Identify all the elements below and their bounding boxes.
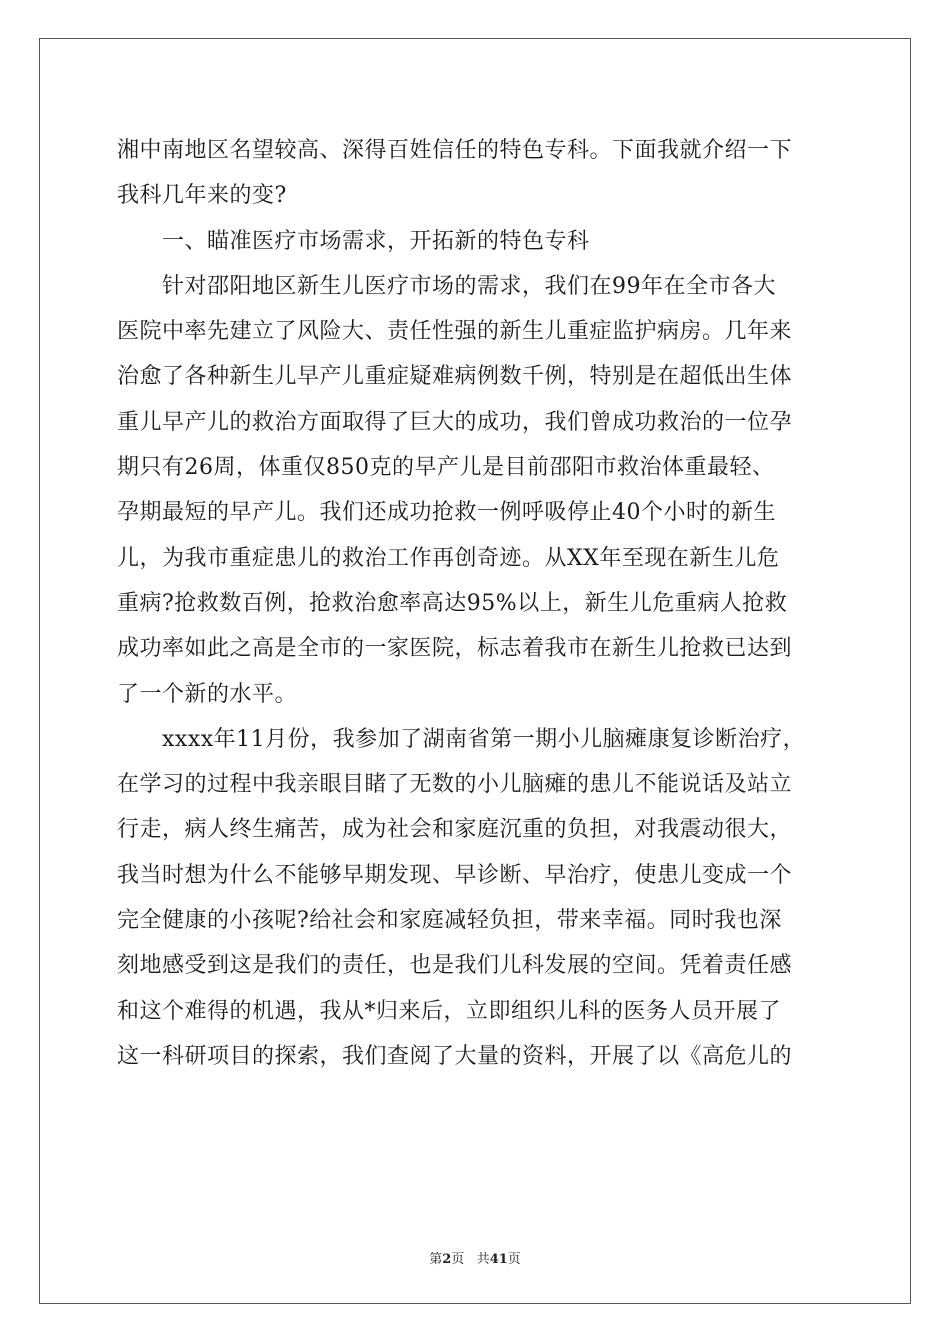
page-footer — [0, 1248, 950, 1267]
text-line: 期只有26周，体重仅850克的早产儿是目前邵阳市救治体重最轻、 — [117, 455, 775, 481]
text-line: 湘中南地区名望较高、深得百姓信任的特色专科。下面我就介绍一下 — [117, 138, 793, 163]
page-prefix: 第 — [429, 1252, 443, 1267]
text-line: 医院中率先建立了风险大、责任性强的新生儿重症监护病房。几年来 — [117, 319, 793, 345]
text-line: 了一个新的水平。 — [117, 681, 298, 707]
text-line: 在学习的过程中我亲眼目睹了无数的小儿脑瘫的患儿不能说话及站立 — [117, 772, 793, 798]
text-line: 行走，病人终生痛苦，成为社会和家庭沉重的负担，对我震动很大， — [117, 817, 793, 843]
text-line: 重儿早产儿的救治方面取得了巨大的成功，我们曾成功救治的一位孕 — [117, 409, 793, 435]
text-line: 成功率如此之高是全市的一家医院，标志着我市在新生儿抢救已达到 — [117, 636, 793, 662]
text-line: 治愈了各种新生儿早产儿重症疑难病例数千例，特别是在超低出生体 — [117, 364, 793, 390]
text-line: 儿，为我市重症患儿的救治工作再创奇迹。从XX年至现在新生儿危 — [117, 545, 780, 571]
text-line: 我当时想为什么不能够早期发现、早诊断、早治疗，使患儿变成一个 — [117, 862, 793, 888]
text-line: xxxx年11月份，我参加了湖南省第一期小儿脑瘫康复诊断治疗， — [117, 726, 806, 752]
text-line: 针对邵阳地区新生儿医疗市场的需求，我们在99年在全市各大 — [117, 273, 776, 299]
document-body — [117, 128, 837, 1079]
section-heading: 一、瞄准医疗市场需求，开拓新的特色专科 — [117, 228, 590, 254]
text-line: 刻地感受到这是我们的责任，也是我们儿科发展的空间。凭着责任感 — [117, 953, 793, 979]
text-line: 这一科研项目的探索，我们查阅了大量的资料，开展了以《高危儿的 — [117, 1043, 793, 1069]
page-suffix: 页 — [451, 1252, 465, 1267]
total-prefix: 共 — [476, 1252, 490, 1267]
page-number: 2 — [442, 1252, 452, 1267]
text-line: 我科几年来的变? — [117, 183, 287, 209]
text-line: 完全健康的小孩呢?给社会和家庭减轻负担，带来幸福。同时我也深 — [117, 908, 782, 934]
text-line: 重病?抢救数百例，抢救治愈率高达95%以上，新生儿危重病人抢救 — [117, 590, 788, 616]
total-suffix: 页 — [507, 1252, 521, 1267]
total-pages: 41 — [489, 1252, 508, 1267]
text-line: 孕期最短的早产儿。我们还成功抢救一例呼吸停止40个小时的新生 — [117, 500, 776, 526]
text-line: 和这个难得的机遇，我从*归来后，立即组织儿科的医务人员开展了 — [117, 998, 782, 1024]
